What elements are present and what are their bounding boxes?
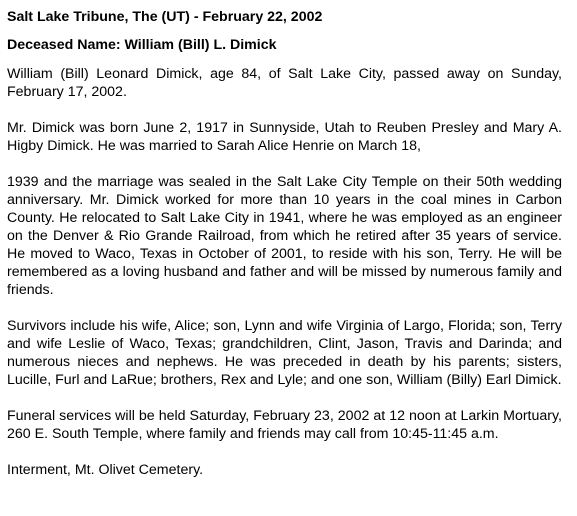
paragraph-death-notice: William (Bill) Leonard Dimick, age 84, of Salt Lake City, passed away on Sunday, February 17, 2002.: [7, 66, 562, 100]
paragraph-funeral-services: Funeral services will be held Saturday, February 23, 2002 at 12 noon at Larkin Mortuary, 260 E. South Temple, where family and friends may call from 10:45-11:45 a.m.: [7, 408, 562, 442]
deceased-name-heading: Deceased Name: William (Bill) L. Dimick: [7, 37, 277, 53]
paragraph-interment: Interment, Mt. Olivet Cemetery.: [7, 462, 204, 478]
paragraph-life-career: 1939 and the marriage was sealed in the Salt Lake City Temple on their 50th wedding anniversary. Mr. Dimick worked for more than 10 years in the coal mines in Carbon County. He relocated to Salt Lake City in 1941, where he was employed as an engineer on the Denver & Rio Grande Railroad, from which he retired after 35 years of service. He moved to Waco, Texas in October of 2001, to reside with his son, Terry. He will be remembered as a loving husband and father and will be missed by numerous family and friends.: [7, 174, 562, 298]
newspaper-source-heading: Salt Lake Tribune, The (UT) - February 22, 2002: [7, 9, 323, 25]
paragraph-birth-marriage: Mr. Dimick was born June 2, 1917 in Sunnyside, Utah to Reuben Presley and Mary A. Higby Dimick. He was married to Sarah Alice Henrie on March 18,: [7, 120, 562, 154]
paragraph-survivors: Survivors include his wife, Alice; son, Lynn and wife Virginia of Largo, Florida; son, Terry and wife Leslie of Waco, Texas; grandchildren, Clint, Jason, Travis and Darinda; and numerous nieces and nephews. He was preceded in death by his parents; sisters, Lucille, Furl and LaRue; brothers, Rex and Lyle; and one son, William (Billy) Earl Dimick.: [7, 318, 562, 388]
